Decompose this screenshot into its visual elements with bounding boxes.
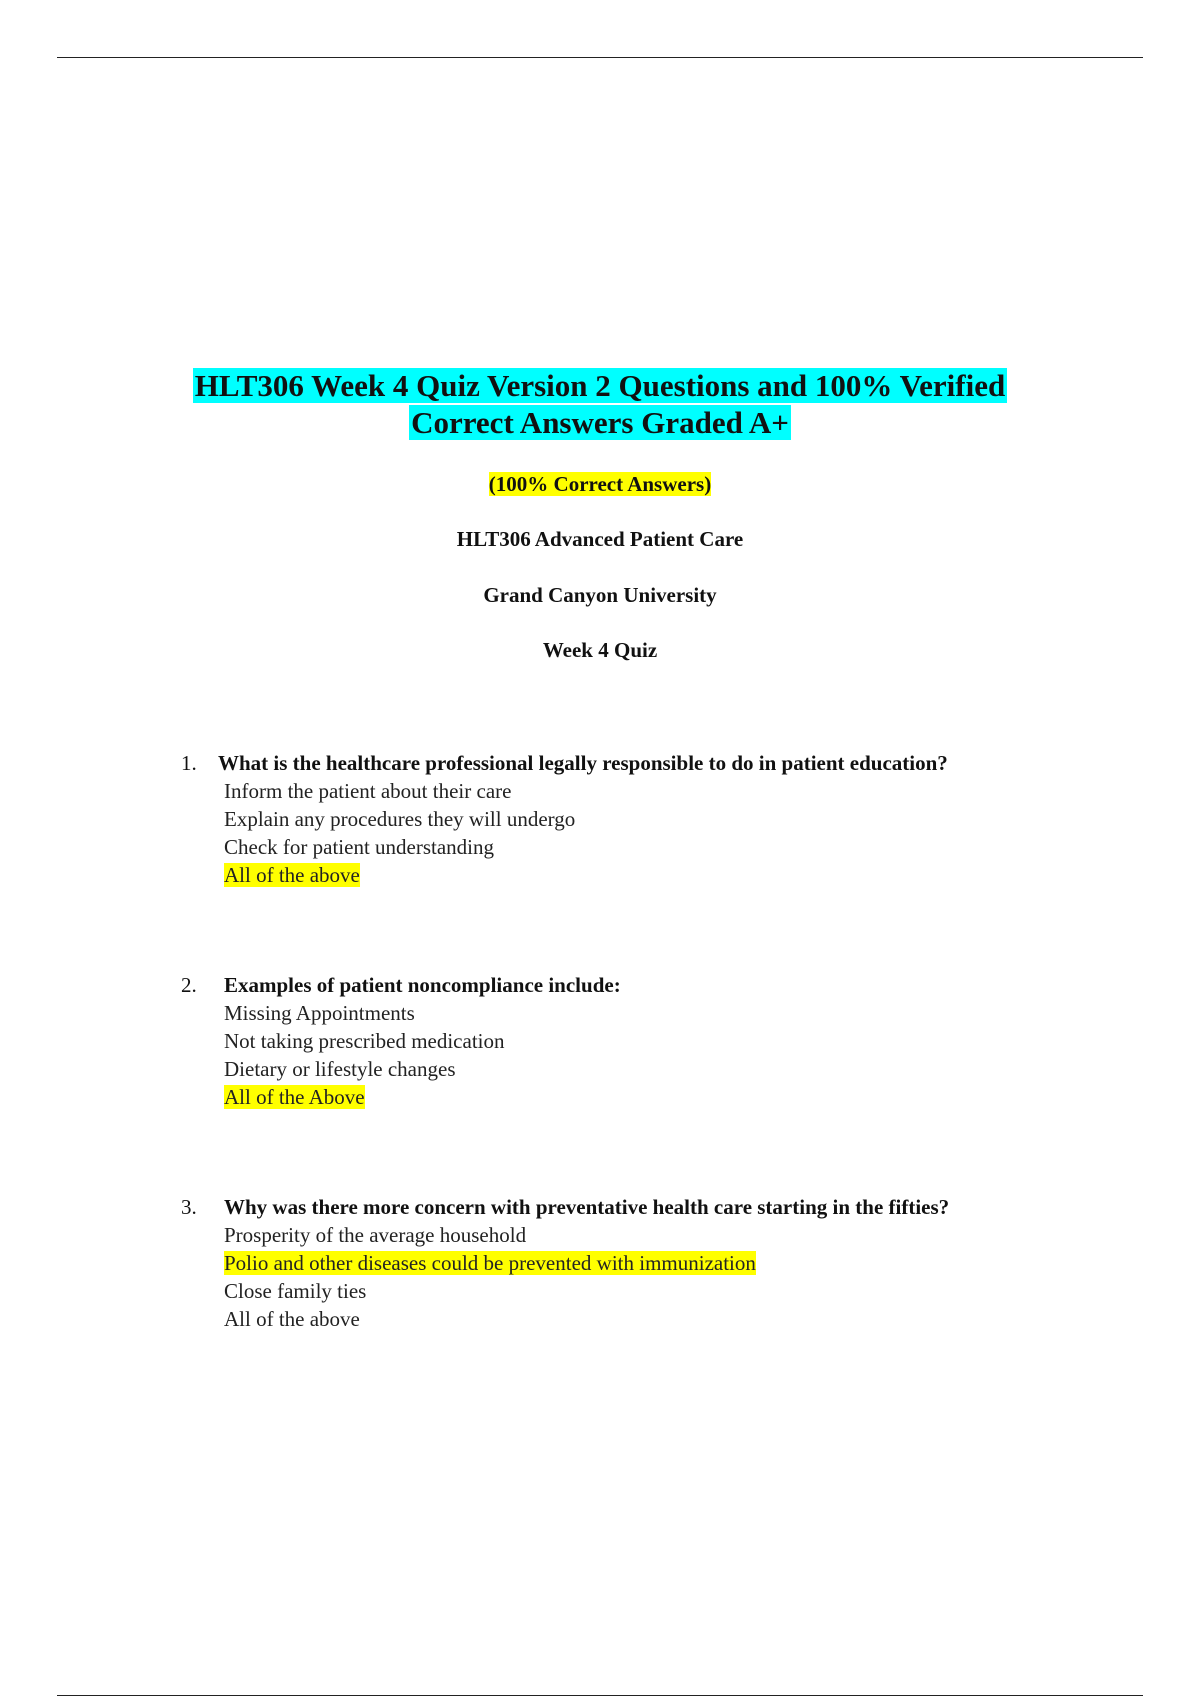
question-text: Examples of patient noncompliance include: — [224, 973, 621, 997]
answer-text: Polio and other diseases could be prevented with immunization — [224, 1251, 756, 1275]
document-title — [0, 367, 1200, 441]
question-2 — [181, 971, 1081, 1111]
answer-option — [224, 1027, 1081, 1055]
answer-option — [224, 1083, 1081, 1111]
answer-option — [224, 833, 1081, 861]
answer-option — [224, 1277, 1081, 1305]
question-text: What is the healthcare professional legally responsible to do in patient education? — [218, 751, 948, 775]
question-number: 1. — [181, 751, 197, 775]
question-number: 3. — [181, 1195, 197, 1219]
answer-option — [224, 1249, 1081, 1277]
question-1 — [181, 749, 1081, 889]
subtitle-text: (100% Correct Answers) — [488, 472, 712, 496]
answer-text: Not taking prescribed medication — [224, 1029, 505, 1053]
answer-option — [224, 805, 1081, 833]
answer-option — [224, 1305, 1081, 1333]
answer-option — [224, 1055, 1081, 1083]
quiz-name: Week 4 Quiz — [542, 638, 658, 662]
answer-text: All of the above — [224, 1307, 360, 1331]
question-text: Why was there more concern with preventative health care starting in the fifties? — [224, 1195, 950, 1219]
answer-text: Check for patient understanding — [224, 835, 495, 859]
answer-text: All of the above — [224, 863, 360, 887]
answer-option — [224, 861, 1081, 889]
school-name: Grand Canyon University — [483, 583, 717, 607]
answer-text: Inform the patient about their care — [224, 779, 512, 803]
answer-list — [181, 777, 1081, 889]
answer-list — [181, 999, 1081, 1111]
top-divider — [57, 57, 1143, 58]
answer-text: Missing Appointments — [224, 1001, 415, 1025]
bottom-divider — [57, 1695, 1143, 1696]
answer-option — [224, 777, 1081, 805]
answer-text: Close family ties — [224, 1279, 367, 1303]
question-3 — [181, 1193, 1081, 1333]
course-name: HLT306 Advanced Patient Care — [456, 527, 744, 551]
subtitle — [0, 470, 1200, 498]
answer-text: Prosperity of the average household — [224, 1223, 527, 1247]
answer-list — [181, 1221, 1081, 1333]
answer-text: All of the Above — [224, 1085, 365, 1109]
answer-option — [224, 999, 1081, 1027]
title-line-1: HLT306 Week 4 Quiz Version 2 Questions and 100% Verified — [194, 368, 1006, 403]
answer-option — [224, 1221, 1081, 1249]
question-number: 2. — [181, 973, 197, 997]
answer-text: Explain any procedures they will undergo — [224, 807, 576, 831]
title-line-2: Correct Answers Graded A+ — [411, 405, 789, 440]
answer-text: Dietary or lifestyle changes — [224, 1057, 456, 1081]
